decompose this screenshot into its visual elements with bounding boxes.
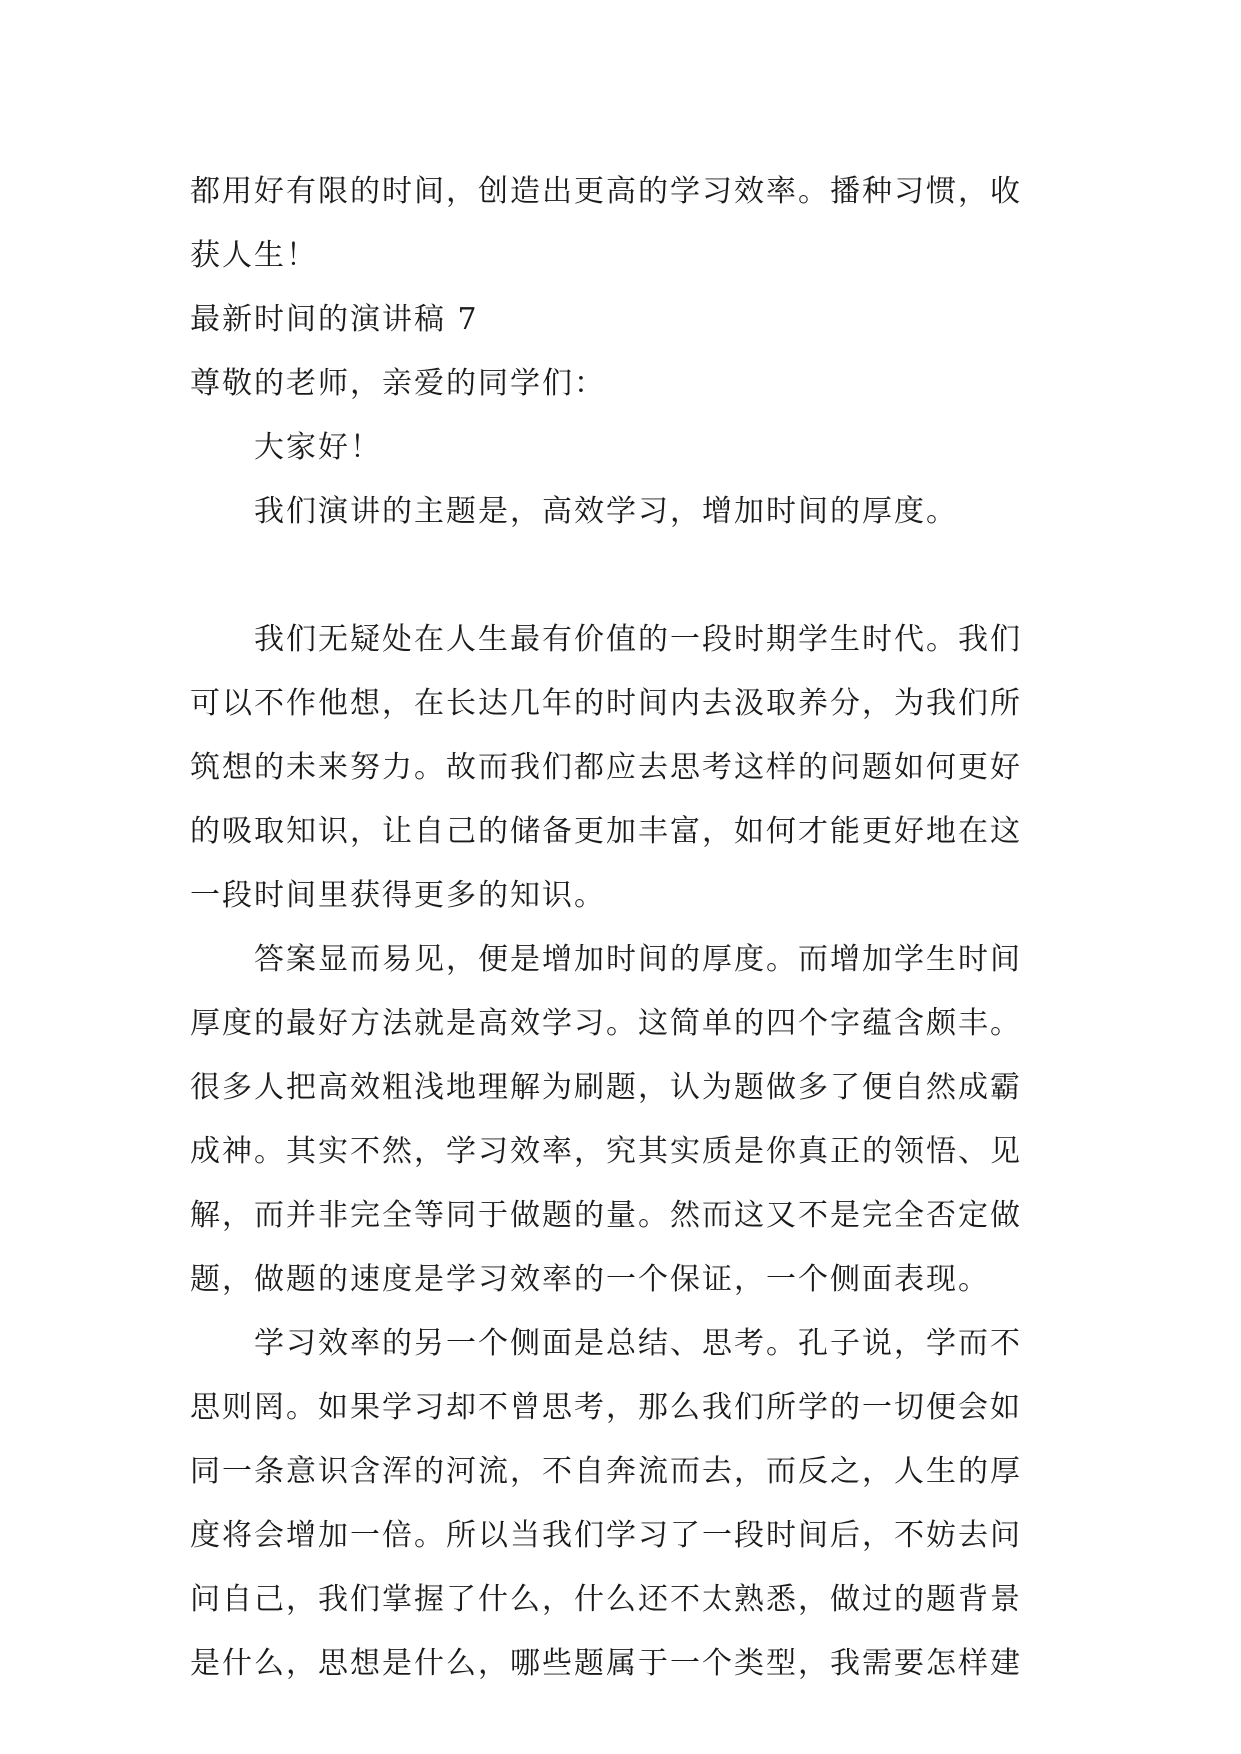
paragraph-line: 答案显而易见，便是增加时间的厚度。而增加学生时间 [254,942,1022,977]
paragraph-line: 解，而并非完全等同于做题的量。然而这又不是完全否定做 [190,1198,1022,1233]
paragraph-line: 筑想的未来努力。故而我们都应去思考这样的问题如何更好 [190,750,1022,785]
speech-heading: 最新时间的演讲稿 7 [190,302,479,337]
paragraph-line: 问自己，我们掌握了什么，什么还不太熟悉，做过的题背景 [190,1582,1022,1617]
paragraph-line: 同一条意识含浑的河流，不自奔流而去，而反之，人生的厚 [190,1454,1022,1489]
paragraph-line: 可以不作他想，在长达几年的时间内去汲取养分，为我们所 [190,686,1022,721]
salutation: 尊敬的老师，亲爱的同学们： [190,366,606,401]
paragraph-3 [190,1312,1062,1696]
paragraph-line: 是什么，思想是什么，哪些题属于一个类型，我需要怎样建 [190,1646,1022,1681]
document-body [190,160,1062,1696]
paragraph-line: 思则罔。如果学习却不曾思考，那么我们所学的一切便会如 [190,1390,1022,1425]
theme-statement: 我们演讲的主题是，高效学习，增加时间的厚度。 [254,494,958,529]
paragraph-line: 学习效率的另一个侧面是总结、思考。孔子说，学而不 [254,1326,1022,1361]
intro-line-1: 都用好有限的时间，创造出更高的学习效率。播种习惯，收 [190,174,1022,209]
paragraph-spacer [190,544,1062,608]
paragraph-line: 成神。其实不然，学习效率，究其实质是你真正的领悟、见 [190,1134,1022,1169]
paragraph-2 [190,928,1062,1312]
paragraph-line: 一段时间里获得更多的知识。 [190,878,606,913]
paragraph-line: 我们无疑处在人生最有价值的一段时期学生时代。我们 [254,622,1022,657]
paragraph-line: 很多人把高效粗浅地理解为刷题，认为题做多了便自然成霸 [190,1070,1022,1105]
paragraph-line: 厚度的最好方法就是高效学习。这简单的四个字蕴含颇丰。 [190,1006,1022,1041]
paragraph-line: 的吸取知识，让自己的储备更加丰富，如何才能更好地在这 [190,814,1022,849]
paragraph-line: 题，做题的速度是学习效率的一个保证，一个侧面表现。 [190,1262,990,1297]
paragraph-1 [190,608,1062,928]
greeting: 大家好！ [254,430,382,465]
paragraph-line: 度将会增加一倍。所以当我们学习了一段时间后，不妨去问 [190,1518,1022,1553]
intro-line-2: 获人生！ [190,238,318,273]
